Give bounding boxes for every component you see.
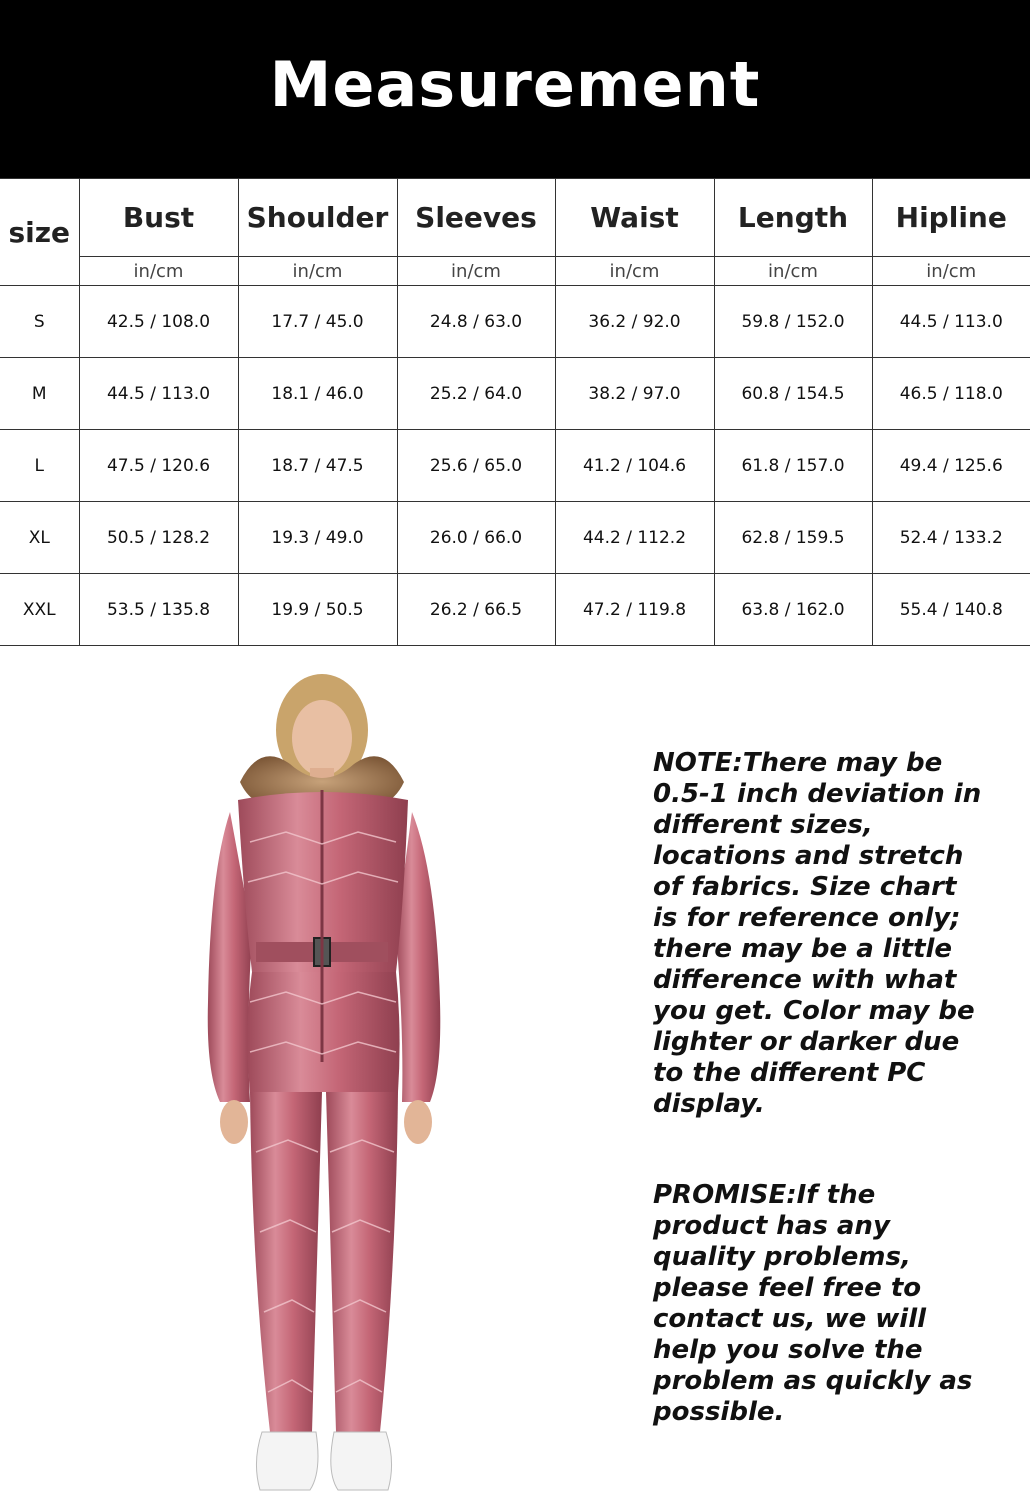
table-cell: 61.8 / 157.0 — [714, 430, 872, 502]
table-cell: 52.4 / 133.2 — [872, 502, 1030, 574]
size-column-header: size — [0, 179, 79, 286]
hips — [247, 972, 399, 1092]
table-cell: 24.8 / 63.0 — [397, 286, 555, 358]
model-photo — [190, 672, 460, 1498]
column-header-bust: Bust — [79, 179, 238, 257]
unit-row — [0, 257, 1030, 286]
unit-label: in/cm — [555, 257, 714, 286]
table-cell: 44.5 / 113.0 — [79, 358, 238, 430]
size-cell: M — [0, 358, 79, 430]
table-cell: 63.8 / 162.0 — [714, 574, 872, 646]
table-cell: 19.3 / 49.0 — [238, 502, 397, 574]
right-hand — [404, 1100, 432, 1144]
table-cell: 46.5 / 118.0 — [872, 358, 1030, 430]
size-cell: XL — [0, 502, 79, 574]
promise-text: PROMISE:If the product has any quality problems, please feel free to contact us, we will help you solve the problem as quickly as possible. — [653, 1180, 973, 1427]
header-banner — [0, 0, 1030, 178]
column-header-length: Length — [714, 179, 872, 257]
size-cell: S — [0, 286, 79, 358]
table-cell: 38.2 / 97.0 — [555, 358, 714, 430]
table-cell: 62.8 / 159.5 — [714, 502, 872, 574]
table-cell: 26.0 / 66.0 — [397, 502, 555, 574]
left-leg — [250, 1092, 322, 1432]
column-header-shoulder: Shoulder — [238, 179, 397, 257]
table-row — [0, 574, 1030, 646]
table-row — [0, 430, 1030, 502]
unit-label: in/cm — [79, 257, 238, 286]
table-cell: 19.9 / 50.5 — [238, 574, 397, 646]
column-header-hipline: Hipline — [872, 179, 1030, 257]
note-text: NOTE:There may be 0.5-1 inch deviation in different sizes, locations and stretch of fabrics. Size chart is for reference only; there may be a little difference with what you get. Color may be lighter or darker due to the different PC display. — [653, 748, 982, 1119]
size-cell: L — [0, 430, 79, 502]
size-cell: XXL — [0, 574, 79, 646]
column-header-sleeves: Sleeves — [397, 179, 555, 257]
right-shoe — [331, 1432, 392, 1490]
table-cell: 60.8 / 154.5 — [714, 358, 872, 430]
table-cell: 26.2 / 66.5 — [397, 574, 555, 646]
table-cell: 25.2 / 64.0 — [397, 358, 555, 430]
table-row — [0, 502, 1030, 574]
table-header-row — [0, 179, 1030, 257]
table-row — [0, 358, 1030, 430]
unit-label: in/cm — [238, 257, 397, 286]
table-cell: 47.5 / 120.6 — [79, 430, 238, 502]
table-cell: 49.4 / 125.6 — [872, 430, 1030, 502]
face — [292, 700, 352, 776]
table-row — [0, 286, 1030, 358]
table-cell: 41.2 / 104.6 — [555, 430, 714, 502]
table-cell: 53.5 / 135.8 — [79, 574, 238, 646]
table-cell: 50.5 / 128.2 — [79, 502, 238, 574]
size-chart-table — [0, 178, 1030, 646]
unit-label: in/cm — [714, 257, 872, 286]
table-cell: 36.2 / 92.0 — [555, 286, 714, 358]
table-cell: 18.7 / 47.5 — [238, 430, 397, 502]
table-cell: 42.5 / 108.0 — [79, 286, 238, 358]
table-cell: 18.1 / 46.0 — [238, 358, 397, 430]
jumpsuit-illustration — [190, 672, 460, 1498]
table-cell: 55.4 / 140.8 — [872, 574, 1030, 646]
left-shoe — [256, 1432, 318, 1490]
left-hand — [220, 1100, 248, 1144]
table-cell: 25.6 / 65.0 — [397, 430, 555, 502]
column-header-waist: Waist — [555, 179, 714, 257]
page-title: Measurement — [269, 47, 761, 121]
unit-label: in/cm — [397, 257, 555, 286]
table-cell: 44.2 / 112.2 — [555, 502, 714, 574]
table-cell: 17.7 / 45.0 — [238, 286, 397, 358]
unit-label: in/cm — [872, 257, 1030, 286]
table-cell: 44.5 / 113.0 — [872, 286, 1030, 358]
table-cell: 59.8 / 152.0 — [714, 286, 872, 358]
table-cell: 47.2 / 119.8 — [555, 574, 714, 646]
